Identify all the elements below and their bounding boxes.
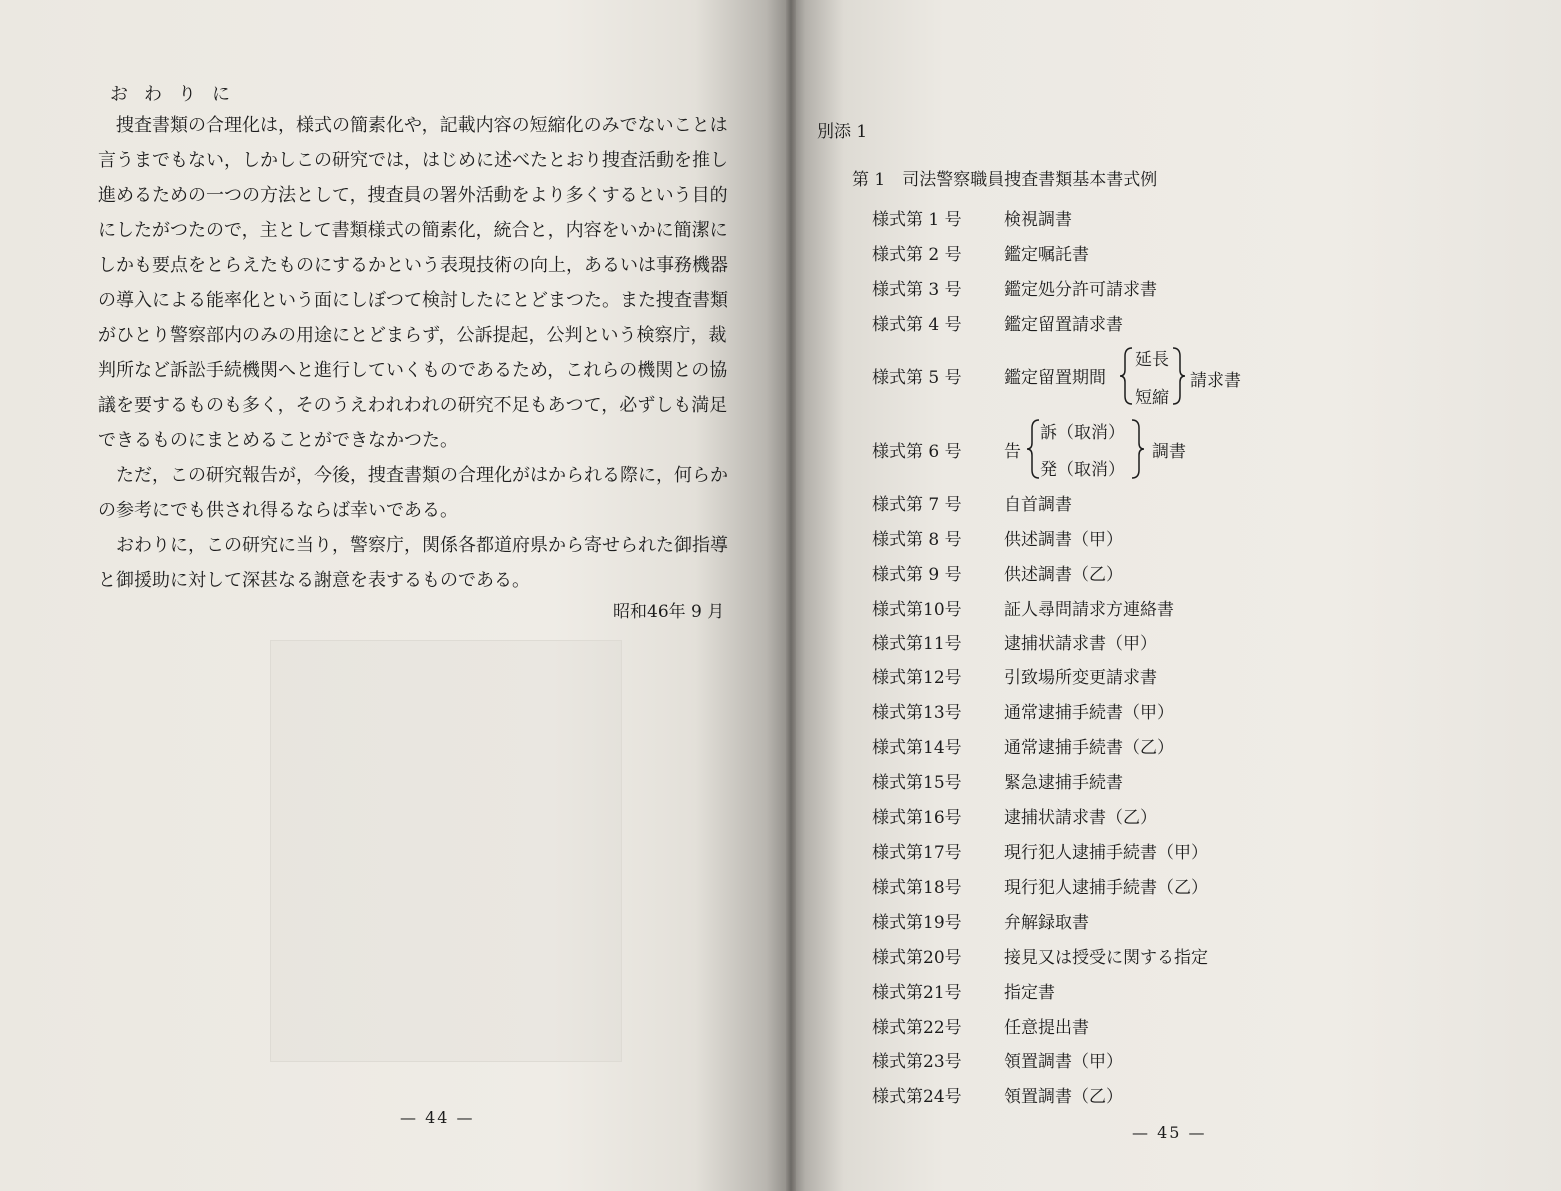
form-number: 様式第23号 (872, 1052, 962, 1072)
form-number: 様式第 3 号 (872, 280, 962, 300)
form-title: 検視調書 (1004, 210, 1072, 230)
right-brace-icon (1169, 346, 1189, 406)
paragraph-1 (98, 108, 758, 458)
form-title: 通常逮捕手続書（乙） (1004, 738, 1174, 758)
paragraph-line: 判所など訴訟手続機関へと進行していくものであるため，これらの機関との協 (98, 360, 728, 381)
form-title: 鑑定留置請求書 (1004, 315, 1123, 335)
paragraph-line: ただ，この研究報告が，今後，捜査書類の合理化がはかられる際に，何らか (116, 465, 728, 486)
form-title: 鑑定処分許可請求書 (1004, 280, 1157, 300)
form-number: 様式第17号 (872, 843, 962, 863)
form-number: 様式第 8 号 (872, 530, 962, 550)
form-number: 様式第 5 号 (872, 368, 962, 388)
form-number: 様式第13号 (872, 703, 962, 723)
form-title: 任意提出書 (1004, 1018, 1089, 1038)
form-title: 告 (1004, 442, 1021, 462)
form-number: 様式第22号 (872, 1018, 962, 1038)
form-number: 様式第 6 号 (872, 442, 962, 462)
form-title: 現行犯人逮捕手続書（乙） (1004, 878, 1208, 898)
form-number: 様式第 9 号 (872, 565, 962, 585)
paragraph-3 (98, 528, 758, 598)
paragraph-line: の参考にでも供され得るならば幸いである。 (98, 500, 458, 521)
form-number: 様式第 7 号 (872, 495, 962, 515)
paragraph-line: 議を要するものも多く，そのうえわれわれの研究不足もあつて，必ずしも満足 (98, 395, 728, 416)
paragraph-line: 捜査書類の合理化は，様式の簡素化や，記載内容の短縮化のみでないことは (116, 115, 728, 136)
form-number: 様式第14号 (872, 738, 962, 758)
form-title: 弁解録取書 (1004, 913, 1089, 933)
form-number: 様式第12号 (872, 668, 962, 688)
paragraph-line: がひとり警察部内のみの用途にとどまらず，公訴提起，公判という検察庁，裁 (98, 325, 727, 346)
bleed-through-photo (270, 640, 622, 1062)
page-number-left: — 44 — (400, 1108, 475, 1127)
date: 昭和46年 9 月 (613, 602, 725, 622)
form-number: 様式第11号 (872, 634, 962, 654)
form-number: 様式第24号 (872, 1087, 962, 1107)
form-number: 様式第16号 (872, 808, 962, 828)
form-number: 様式第19号 (872, 913, 962, 933)
form-title: 自首調書 (1004, 495, 1072, 515)
paragraph-line: と御援助に対して深甚なる謝意を表するものである。 (98, 570, 530, 591)
form-title: 引致場所変更請求書 (1004, 668, 1157, 688)
paragraph-line: できるものにまとめることができなかつた。 (98, 430, 458, 451)
form-title: 現行犯人逮捕手続書（甲） (1004, 843, 1208, 863)
right-brace-icon (1128, 418, 1148, 480)
form-title: 証人尋問請求方連絡書 (1004, 600, 1174, 620)
page-heading: おわりに (110, 84, 246, 105)
form-number: 様式第21号 (872, 983, 962, 1003)
form-number: 様式第18号 (872, 878, 962, 898)
option-extend: 延長 (1135, 350, 1169, 370)
form-number: 様式第 1 号 (872, 210, 962, 230)
page-number-right: — 45 — (1132, 1123, 1207, 1142)
form-number: 様式第 2 号 (872, 245, 962, 265)
form-suffix: 請求書 (1190, 371, 1241, 391)
paragraph-2 (98, 458, 758, 528)
form-title: 供述調書（乙） (1004, 565, 1123, 585)
paragraph-line: しかも要点をとらえたものにするかという表現技術の向上，あるいは事務機器 (98, 255, 728, 276)
form-title: 接見又は授受に関する指定 (1004, 948, 1208, 968)
form-title: 領置調書（乙） (1004, 1087, 1123, 1107)
form-title: 鑑定留置期間 (1004, 368, 1106, 388)
paragraph-line: にしたがつたので，主として書類様式の簡素化，統合と，内容をいかに簡潔に (98, 220, 728, 241)
section-title: 第 1 司法警察職員捜査書類基本書式例 (852, 170, 1158, 190)
form-suffix: 調書 (1152, 442, 1186, 462)
form-number: 様式第15号 (872, 773, 962, 793)
form-number: 様式第20号 (872, 948, 962, 968)
form-title: 鑑定嘱託書 (1004, 245, 1089, 265)
option-accusation: 発（取消） (1040, 460, 1125, 480)
form-title: 逮捕状請求書（乙） (1004, 808, 1157, 828)
form-number: 様式第10号 (872, 600, 962, 620)
form-title: 緊急逮捕手続書 (1004, 773, 1123, 793)
paragraph-line: の導入による能率化という面にしぼつて検討したにとどまつた。また捜査書類 (98, 290, 728, 311)
form-title: 領置調書（甲） (1004, 1052, 1123, 1072)
option-shorten: 短縮 (1135, 388, 1169, 408)
form-title: 指定書 (1004, 983, 1055, 1003)
form-title: 逮捕状請求書（甲） (1004, 634, 1157, 654)
option-complaint: 訴（取消） (1040, 423, 1125, 443)
appendix-label: 別添 1 (817, 122, 868, 142)
paragraph-line: おわりに，この研究に当り，警察庁，関係各都道府県から寄せられた御指導 (116, 535, 728, 556)
paragraph-line: 進めるための一つの方法として，捜査員の署外活動をより多くするという目的 (98, 185, 728, 206)
paragraph-line: 言うまでもない，しかしこの研究では，はじめに述べたとおり捜査活動を推し (98, 150, 728, 171)
book-gutter (786, 0, 796, 1191)
form-title: 供述調書（甲） (1004, 530, 1123, 550)
form-number: 様式第 4 号 (872, 315, 962, 335)
form-title: 通常逮捕手続書（甲） (1004, 703, 1174, 723)
